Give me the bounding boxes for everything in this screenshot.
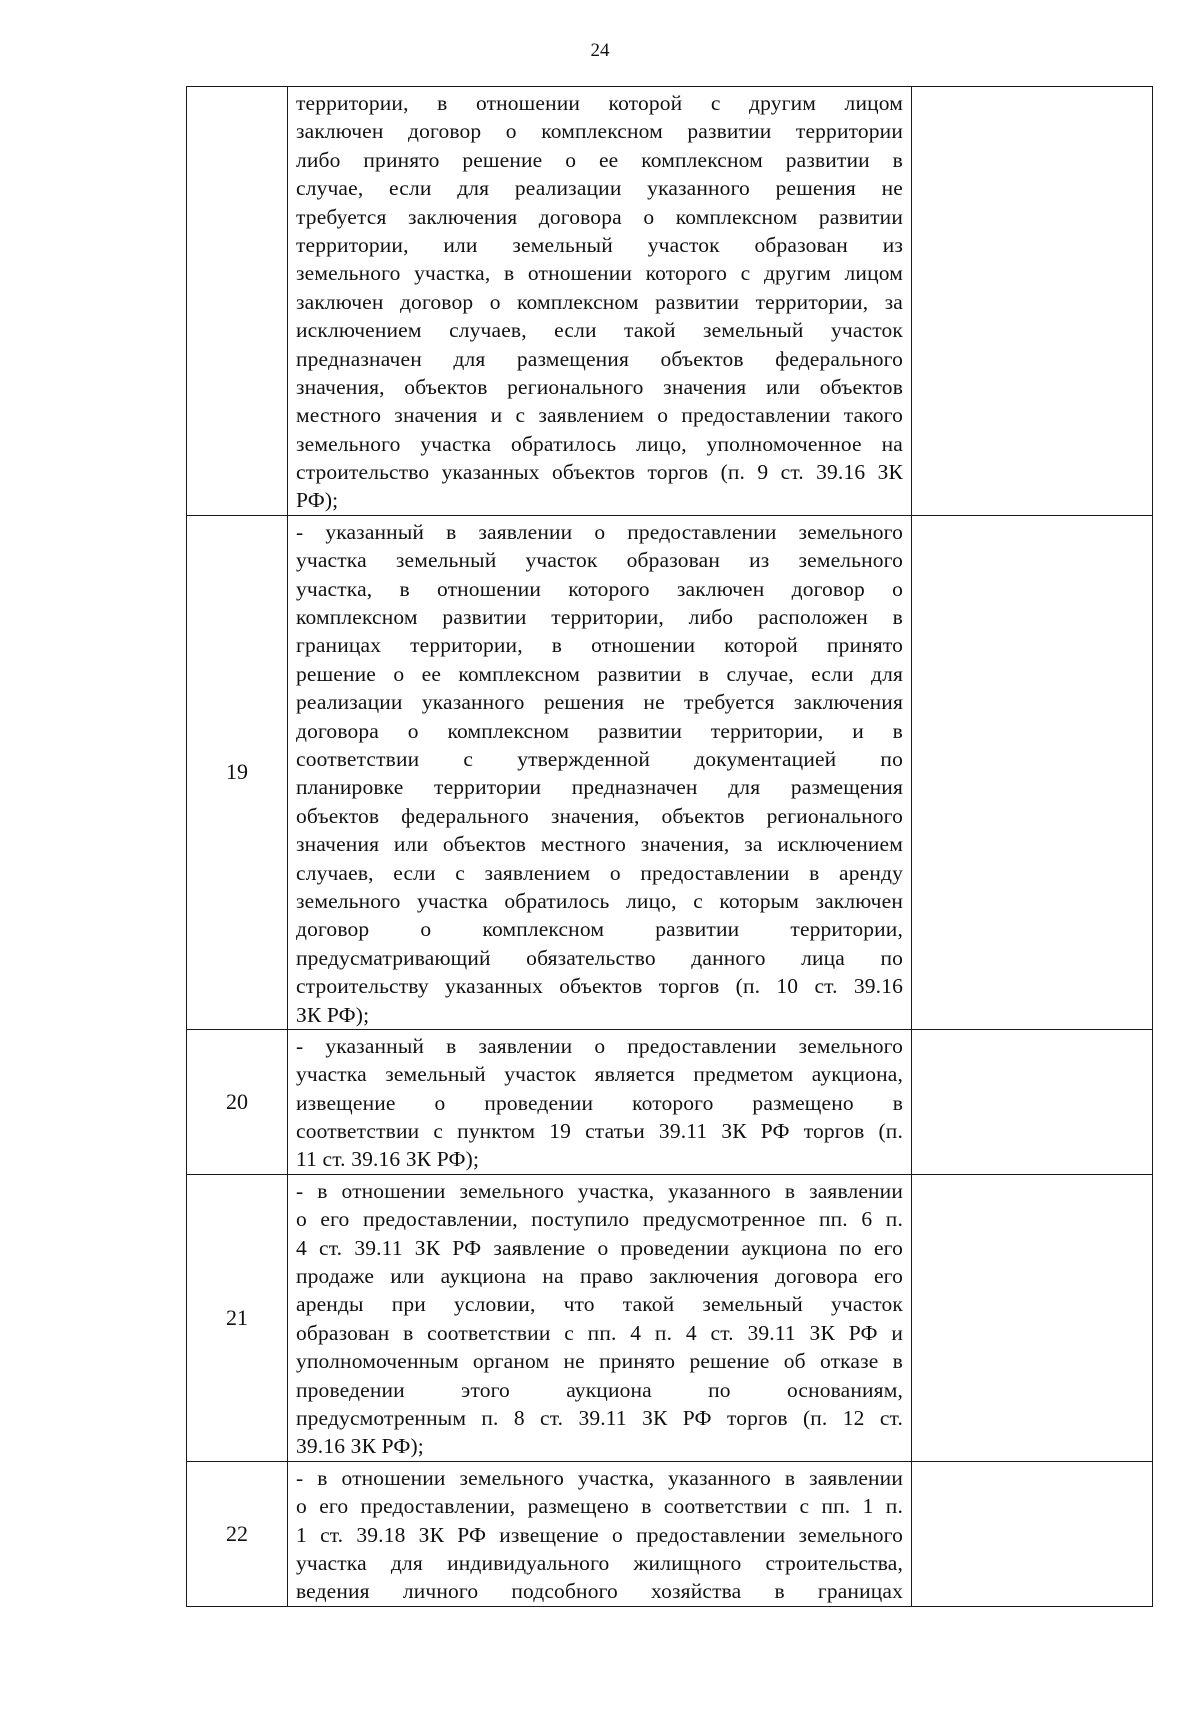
text-line: планировке территории предназначен для размещения bbox=[296, 775, 903, 800]
text-line: соответствии с пунктом 19 статьи 39.11 ЗК РФ торгов (п. bbox=[296, 1119, 903, 1144]
text-line: образован в соответствии с пп. 4 п. 4 ст. 39.11 ЗК РФ и bbox=[296, 1320, 903, 1345]
text-line: проведении этого аукциона по основаниям, bbox=[296, 1377, 903, 1402]
text-line: границах территории, в отношении которой принято bbox=[296, 633, 903, 658]
text-line: 11 ст. 39.16 ЗК РФ); bbox=[296, 1147, 480, 1172]
note-cell bbox=[912, 1174, 1153, 1461]
text-line: значения или объектов местного значения, за исключением bbox=[296, 832, 903, 857]
row-number: 21 bbox=[187, 1174, 288, 1461]
table-row bbox=[187, 1174, 1153, 1461]
text-line: 39.16 ЗК РФ); bbox=[296, 1434, 424, 1459]
text-line: 1 ст. 39.18 ЗК РФ извещение о предоставлении земельного bbox=[296, 1522, 903, 1547]
text-line: - указанный в заявлении о предоставлении земельного bbox=[296, 1033, 903, 1058]
note-cell bbox=[912, 515, 1153, 1029]
text-line: предназначен для размещения объектов федерального bbox=[296, 346, 903, 371]
row-number: 20 bbox=[187, 1029, 288, 1174]
text-line: РФ); bbox=[296, 488, 339, 513]
row-number bbox=[187, 87, 288, 516]
row-text bbox=[288, 1461, 912, 1606]
table-row bbox=[187, 1461, 1153, 1606]
row-text bbox=[288, 87, 912, 516]
text-line: территории, или земельный участок образован из bbox=[296, 232, 903, 257]
row-number: 19 bbox=[187, 515, 288, 1029]
text-line: комплексном развитии территории, либо расположен в bbox=[296, 605, 903, 630]
text-line: территории, в отношении которой с другим лицом bbox=[296, 91, 903, 115]
text-line: 4 ст. 39.11 ЗК РФ заявление о проведении аукциона по его bbox=[296, 1235, 903, 1260]
text-line: земельного участка обратилось лицо, с которым заключен bbox=[296, 888, 903, 913]
text-line: предусматривающий обязательство данного лица по bbox=[296, 945, 903, 970]
text-line: местного значения и с заявлением о предоставлении такого bbox=[296, 403, 903, 428]
text-line: значения, объектов регионального значения или объектов bbox=[296, 374, 903, 399]
row-text bbox=[288, 1174, 912, 1461]
text-line: решение о ее комплексном развитии в случае, если для bbox=[296, 661, 903, 686]
text-line: заключен договор о комплексном развитии территории bbox=[296, 119, 903, 144]
text-line: - в отношении земельного участка, указанного в заявлении bbox=[296, 1465, 903, 1490]
table-row bbox=[187, 1029, 1153, 1174]
text-line: участка для индивидуального жилищного строительства, bbox=[296, 1550, 903, 1575]
table-row bbox=[187, 87, 1153, 516]
text-line: о его предоставлении, размещено в соответствии с пп. 1 п. bbox=[296, 1494, 903, 1519]
text-line: земельного участка, в отношении которого с другим лицом bbox=[296, 261, 903, 286]
text-line: объектов федерального значения, объектов регионального bbox=[296, 803, 903, 828]
text-line: строительство указанных объектов торгов (п. 9 ст. 39.16 ЗК bbox=[296, 460, 903, 485]
text-line: участка земельный участок является предметом аукциона, bbox=[296, 1062, 903, 1087]
text-line: строительству указанных объектов торгов (п. 10 ст. 39.16 bbox=[296, 974, 903, 999]
text-line: соответствии с утвержденной документацией по bbox=[296, 747, 903, 771]
grounds-table bbox=[186, 86, 1153, 1607]
text-line: - указанный в заявлении о предоставлении земельного bbox=[296, 519, 903, 544]
text-line: о его предоставлении, поступило предусмотренное пп. 6 п. bbox=[296, 1207, 903, 1232]
text-line: земельного участка обратилось лицо, уполномоченное на bbox=[296, 431, 903, 456]
text-line: ведения личного подсобного хозяйства в границах bbox=[296, 1579, 903, 1604]
note-cell bbox=[912, 87, 1153, 516]
text-line: исключением случаев, если такой земельный участок bbox=[296, 318, 903, 343]
row-text bbox=[288, 1029, 912, 1174]
row-text bbox=[288, 515, 912, 1029]
text-line: либо принято решение о ее комплексном развитии в bbox=[296, 147, 903, 172]
text-line: требуется заключения договора о комплексном развитии bbox=[296, 204, 903, 229]
text-line: аренды при условии, что такой земельный участок bbox=[296, 1292, 903, 1317]
text-line: извещение о проведении которого размещено в bbox=[296, 1090, 903, 1115]
table-body bbox=[187, 87, 1153, 1607]
text-line: заключен договор о комплексном развитии территории, за bbox=[296, 289, 903, 314]
page-number: 24 bbox=[590, 40, 610, 61]
text-line: - в отношении земельного участка, указанного в заявлении bbox=[296, 1178, 903, 1203]
text-line: уполномоченным органом не принято решение об отказе в bbox=[296, 1349, 903, 1374]
text-line: участка земельный участок образован из земельного bbox=[296, 548, 903, 573]
text-line: случае, если для реализации указанного решения не bbox=[296, 176, 903, 201]
text-line: договора о комплексном развитии территории, и в bbox=[296, 718, 903, 743]
text-line: предусмотренным п. 8 ст. 39.11 ЗК РФ торгов (п. 12 ст. bbox=[296, 1406, 903, 1431]
text-line: ЗК РФ); bbox=[296, 1002, 370, 1027]
note-cell bbox=[912, 1029, 1153, 1174]
text-line: случаев, если с заявлением о предоставлении в аренду bbox=[296, 860, 903, 885]
text-line: продаже или аукциона на право заключения договора его bbox=[296, 1264, 903, 1289]
text-line: реализации указанного решения не требуется заключения bbox=[296, 690, 903, 715]
table-row bbox=[187, 515, 1153, 1029]
text-line: участка, в отношении которого заключен договор о bbox=[296, 576, 903, 601]
row-number: 22 bbox=[187, 1461, 288, 1606]
note-cell bbox=[912, 1461, 1153, 1606]
text-line: договор о комплексном развитии территории, bbox=[296, 917, 903, 942]
